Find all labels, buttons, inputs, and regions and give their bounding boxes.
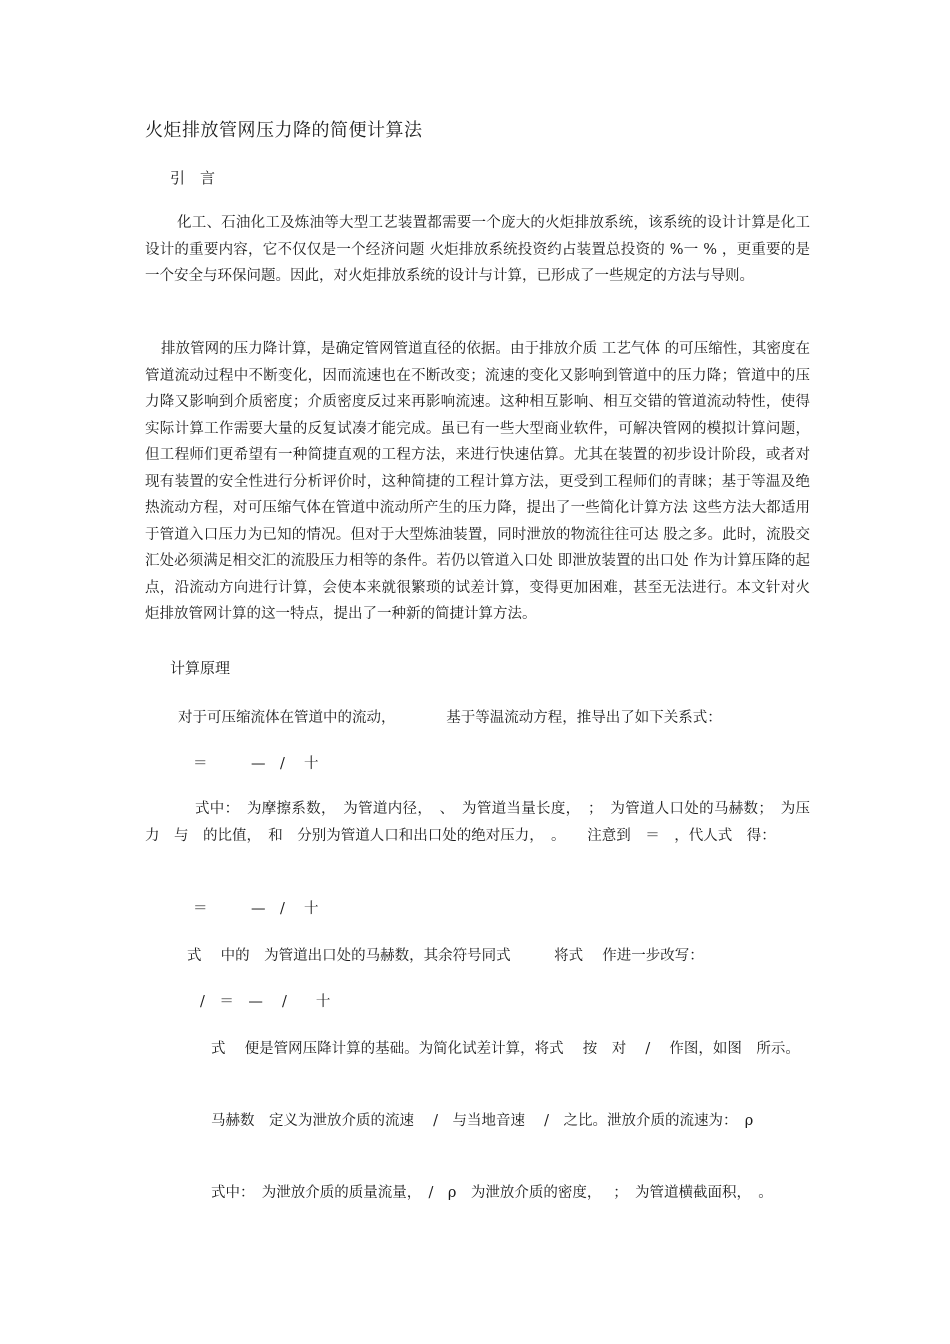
pressure-drop-paragraph: 排放管网的压力降计算，是确定管网管道直径的依据。由于排放介质 工艺气体 的可压缩性，其密度在管道流动过程中不断变化，因而流速也在不断改变；流速的变化又影响到管道中的压力降；管道中的压力降又影响到介质密度；介质密度反过来再影响流速。这种相互影响、相互交错的管道流动特性，使得实际计算工作需要大量的反复试凑才能完成。虽已有一些大型商业软件，可解决管网的模拟计算问题，但工程师们更希望有一种简捷直观的工程方法，来进行快速估算。尤其在装置的初步设计阶段，或者对现有装置的安全性进行分析评价时，这种简捷的工程计算方法，更受到工程师们的青睐；基于等温及绝热流动方程，对可压缩气体在管道中流动所产生的压力降，提出了一些简化计算方法 这些方法大都适用于管道入口压力为已知的情况。但对于大型炼油装置，同时泄放的物流往往可达 股之多。此时，流股交汇处必须满足相交汇的流股压力相等的条件。若仍以管道入口处 即泄放装置的出口处 作为计算压降的起点，沿流动方向进行计算，会使本来就很繁琐的试差计算，变得更加困难，甚至无法进行。本文针对火炬排放管网计算的这一特点，提出了一种新的简捷计算方法。 — [145, 341, 810, 622]
symbols-paragraph: 式中： 为摩擦系数， 为管道内径， 、 为管道当量长度， ； 为管道人口处的马赫数； 为压力 与 的比值， 和 分别为管道人口和出口处的绝对压力， 。 注意到 ＝ ，代人式 得： — [145, 801, 810, 844]
principle-heading: 计算原理 — [170, 659, 231, 677]
rewrite-line: 式 中的 为管道出口处的马赫数，其余符号同式 将式 作进一步改写： — [187, 948, 704, 964]
intro-paragraph: 化工、石油化工及炼油等大型工艺装置都需要一个庞大的火炬排放系统，该系统的设计计算是化工设计的重要内容，它不仅仅是一个经济问题 火炬排放系统投资约占装置总投资的 %一 % ，更重要的是一个安全与环保问题。因此，对火炬排放系统的设计与计算，已形成了一些规定的方法与导则。 — [145, 215, 810, 284]
basis-paragraph: 式 便是管网压降计算的基础。为简化试差计算，将式 按 对 / 作图，如图 所示。 — [211, 1041, 800, 1057]
formula-3: / ＝ — / 十 — [200, 994, 331, 1010]
formula-1: ＝ — / 十 — [193, 756, 319, 772]
mass-flow-paragraph: 式中： 为泄放介质的质量流量， / ρ 为泄放介质的密度， ； 为管道横截面积， 。 — [211, 1185, 773, 1201]
formula-2: ＝ — / 十 — [193, 901, 319, 917]
intro-heading: 引 言 — [170, 169, 216, 187]
flow-equation-intro: 对于可压缩流体在管道中的流动， 基于等温流动方程，推导出了如下关系式： — [178, 710, 722, 726]
document-title: 火炬排放管网压力降的简便计算法 — [145, 120, 423, 141]
mach-number-paragraph: 马赫数 定义为泄放介质的流速 / 与当地音速 / 之比。泄放介质的流速为： ρ — [211, 1113, 754, 1129]
